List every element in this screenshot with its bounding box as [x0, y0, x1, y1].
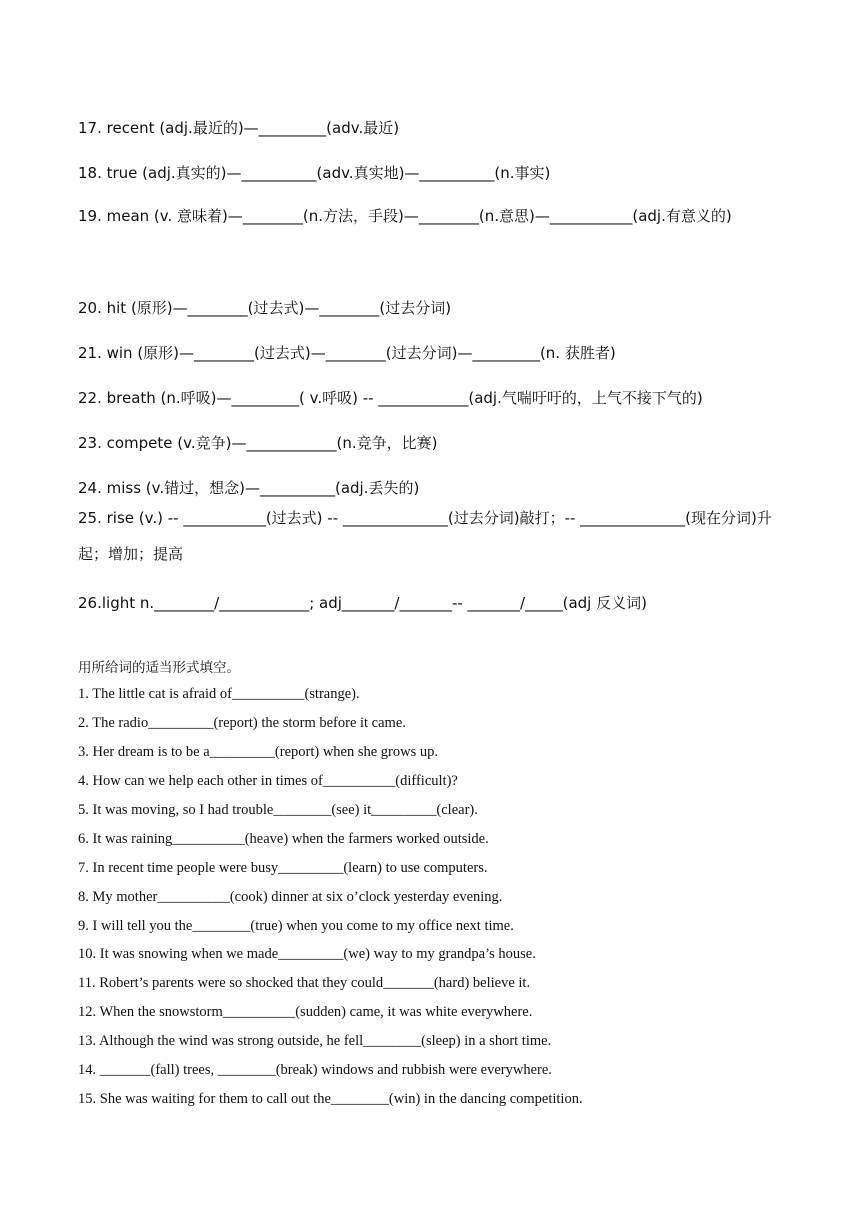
exercise-item-14: 14. _______(fall) trees, ________(break) windows and rubbish were everywhere.	[78, 1062, 552, 1078]
exercise-item-10: 10. It was snowing when we made_________(we) way to my grandpa’s house.	[78, 946, 536, 962]
exercise-item-9: 9. I will tell you the________(true) when you come to my office next time.	[78, 918, 514, 934]
section-heading: 用所给词的适当形式填空。	[78, 660, 240, 676]
vocab-item-25: 25. rise (v.) -- ___________(过去式) -- ______________(过去分词)敲打；-- ______________(现在分词)升起；增加；提高	[78, 509, 772, 563]
vocab-item-24: 24. miss (v.错过，想念)—__________(adj.丢失的)	[78, 479, 420, 497]
exercise-item-2: 2. The radio_________(report) the storm before it came.	[78, 715, 406, 731]
vocab-item-20: 20. hit (原形)—________(过去式)—________(过去分词)	[78, 299, 452, 317]
vocab-item-23: 23. compete (v.竞争)—____________(n.竞争，比赛)	[78, 434, 438, 452]
exercise-item-12: 12. When the snowstorm__________(sudden) came, it was white everywhere.	[78, 1004, 533, 1020]
exercise-item-11: 11. Robert’s parents were so shocked that they could_______(hard) believe it.	[78, 975, 531, 991]
exercise-item-4: 4. How can we help each other in times of__________(difficult)?	[78, 773, 458, 789]
exercise-item-6: 6. It was raining__________(heave) when the farmers worked outside.	[78, 831, 489, 847]
vocab-item-21: 21. win (原形)—________(过去式)—________(过去分词)—_________(n. 获胜者)	[78, 344, 616, 362]
vocab-item-26: 26.light n.________/____________; adj_______/_______-- _______/_____(adj 反义词)	[78, 594, 647, 612]
exercise-item-5: 5. It was moving, so I had trouble________(see) it_________(clear).	[78, 802, 478, 818]
exercise-item-7: 7. In recent time people were busy_________(learn) to use computers.	[78, 860, 488, 876]
vocab-item-17: 17. recent (adj.最近的)—_________(adv.最近)	[78, 119, 400, 137]
vocab-item-22: 22. breath (n.呼吸)—_________( v.呼吸) -- ____________(adj.气喘吁吁的，上气不接下气的)	[78, 389, 703, 407]
exercise-item-3: 3. Her dream is to be a_________(report) when she grows up.	[78, 744, 438, 760]
vocab-item-19: 19. mean (v. 意味着)—________(n.方法，手段)—________(n.意思)—___________(adj.有意义的)	[78, 207, 732, 225]
exercise-item-13: 13. Although the wind was strong outside, he fell________(sleep) in a short time.	[78, 1033, 552, 1049]
exercise-item-1: 1. The little cat is afraid of__________(strange).	[78, 686, 360, 702]
vocab-item-18: 18. true (adj.真实的)—__________(adv.真实地)—__________(n.事实)	[78, 164, 551, 182]
exercise-item-15: 15. She was waiting for them to call out the________(win) in the dancing competition.	[78, 1091, 583, 1107]
exercise-item-8: 8. My mother__________(cook) dinner at six o’clock yesterday evening.	[78, 889, 503, 905]
